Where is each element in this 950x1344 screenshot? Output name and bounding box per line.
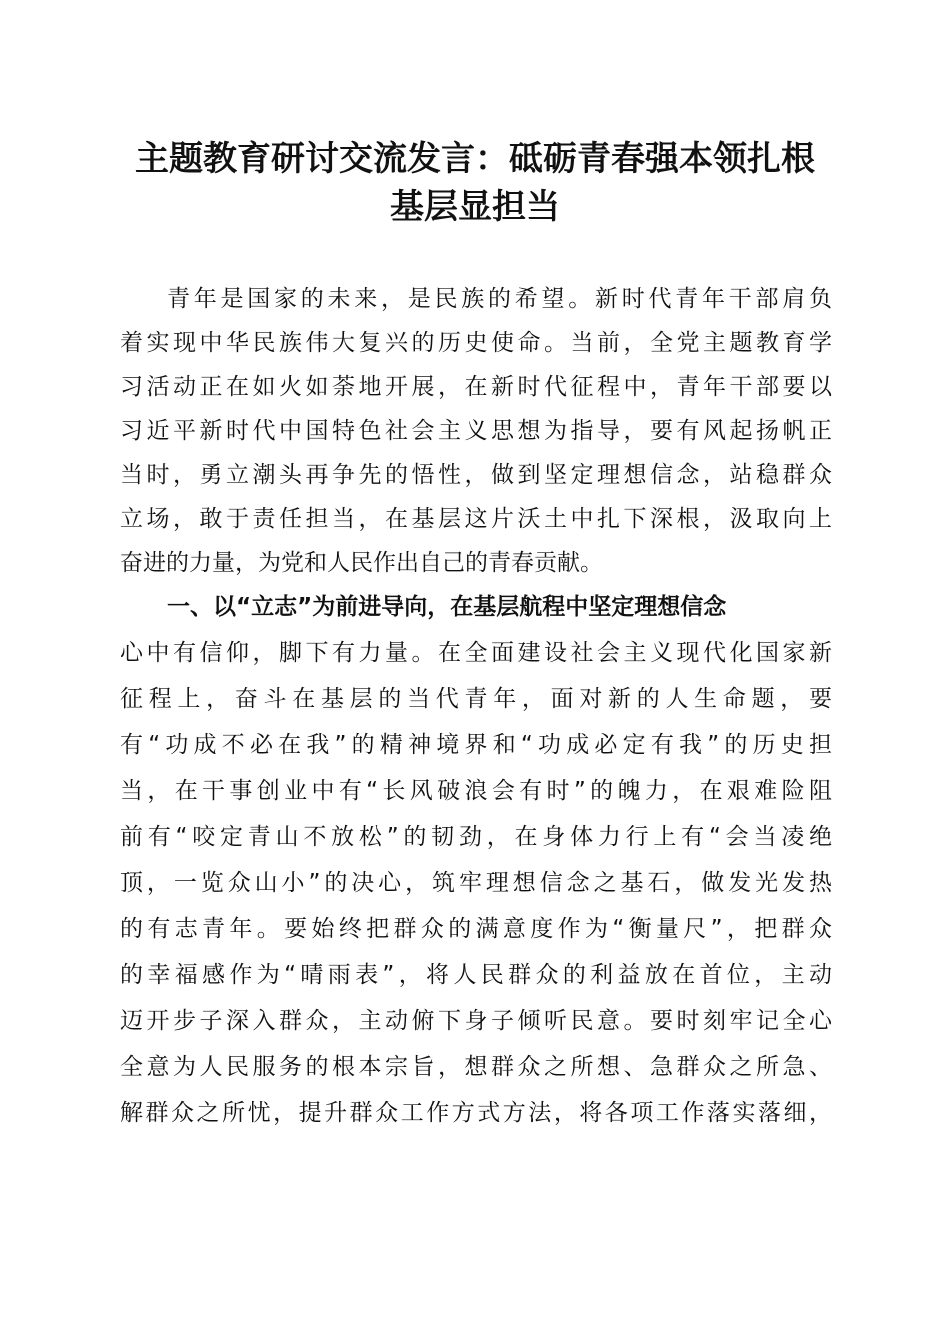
section-1-paragraph-line: 有“功成不必在我”的精神境界和“功成必定有我”的历史担 xyxy=(120,732,832,758)
document-title-line-1: 主题教育研讨交流发言：砥砺青春强本领扎根 xyxy=(135,139,815,179)
intro-paragraph-line: 着实现中华民族伟大复兴的历史使命。当前，全党主题教育学 xyxy=(120,330,832,356)
section-1-paragraph-line: 心中有信仰，脚下有力量。在全面建设社会主义现代化国家新 xyxy=(120,640,832,666)
intro-paragraph-line: 奋进的力量，为党和人民作出自己的青春贡献。 xyxy=(120,550,603,576)
section-1-paragraph-line: 征程上，奋斗在基层的当代青年，面对新的人生命题，要 xyxy=(120,686,832,712)
section-1-paragraph-line: 的幸福感作为“晴雨表”，将人民群众的利益放在首位，主动 xyxy=(120,962,832,988)
intro-paragraph-line: 青年是国家的未来，是民族的希望。新时代青年干部肩负 xyxy=(167,286,832,312)
section-1-paragraph-line: 全意为人民服务的根本宗旨，想群众之所想、急群众之所急、 xyxy=(120,1054,832,1080)
section-1-paragraph-line: 解群众之所忧，提升群众工作方式方法，将各项工作落实落细， xyxy=(120,1100,832,1126)
section-1-paragraph-line: 当，在干事创业中有“长风破浪会有时”的魄力，在艰难险阻 xyxy=(120,778,832,804)
section-1-paragraph-line: 迈开步子深入群众，主动俯下身子倾听民意。要时刻牢记全心 xyxy=(120,1008,832,1034)
intro-paragraph-line: 习近平新时代中国特色社会主义思想为指导，要有风起扬帆正 xyxy=(120,418,832,444)
section-1-paragraph-line: 的有志青年。要始终把群众的满意度作为“衡量尺”，把群众 xyxy=(120,916,832,942)
intro-paragraph-line: 立场，敢于责任担当，在基层这片沃土中扎下深根，汲取向上 xyxy=(120,506,832,532)
document-title-line-2: 基层显担当 xyxy=(390,187,560,227)
section-1-paragraph-line: 顶，一览众山小”的决心，筑牢理想信念之基石，做发光发热 xyxy=(120,870,832,896)
intro-paragraph-line: 当时，勇立潮头再争先的悟性，做到坚定理想信念，站稳群众 xyxy=(120,462,832,488)
section-1-heading: 一、以“立志”为前进导向，在基层航程中坚定理想信念 xyxy=(167,594,727,620)
intro-paragraph-line: 习活动正在如火如荼地开展，在新时代征程中，青年干部要以 xyxy=(120,374,832,400)
section-1-paragraph-line: 前有“咬定青山不放松”的韧劲，在身体力行上有“会当凌绝 xyxy=(120,824,832,850)
